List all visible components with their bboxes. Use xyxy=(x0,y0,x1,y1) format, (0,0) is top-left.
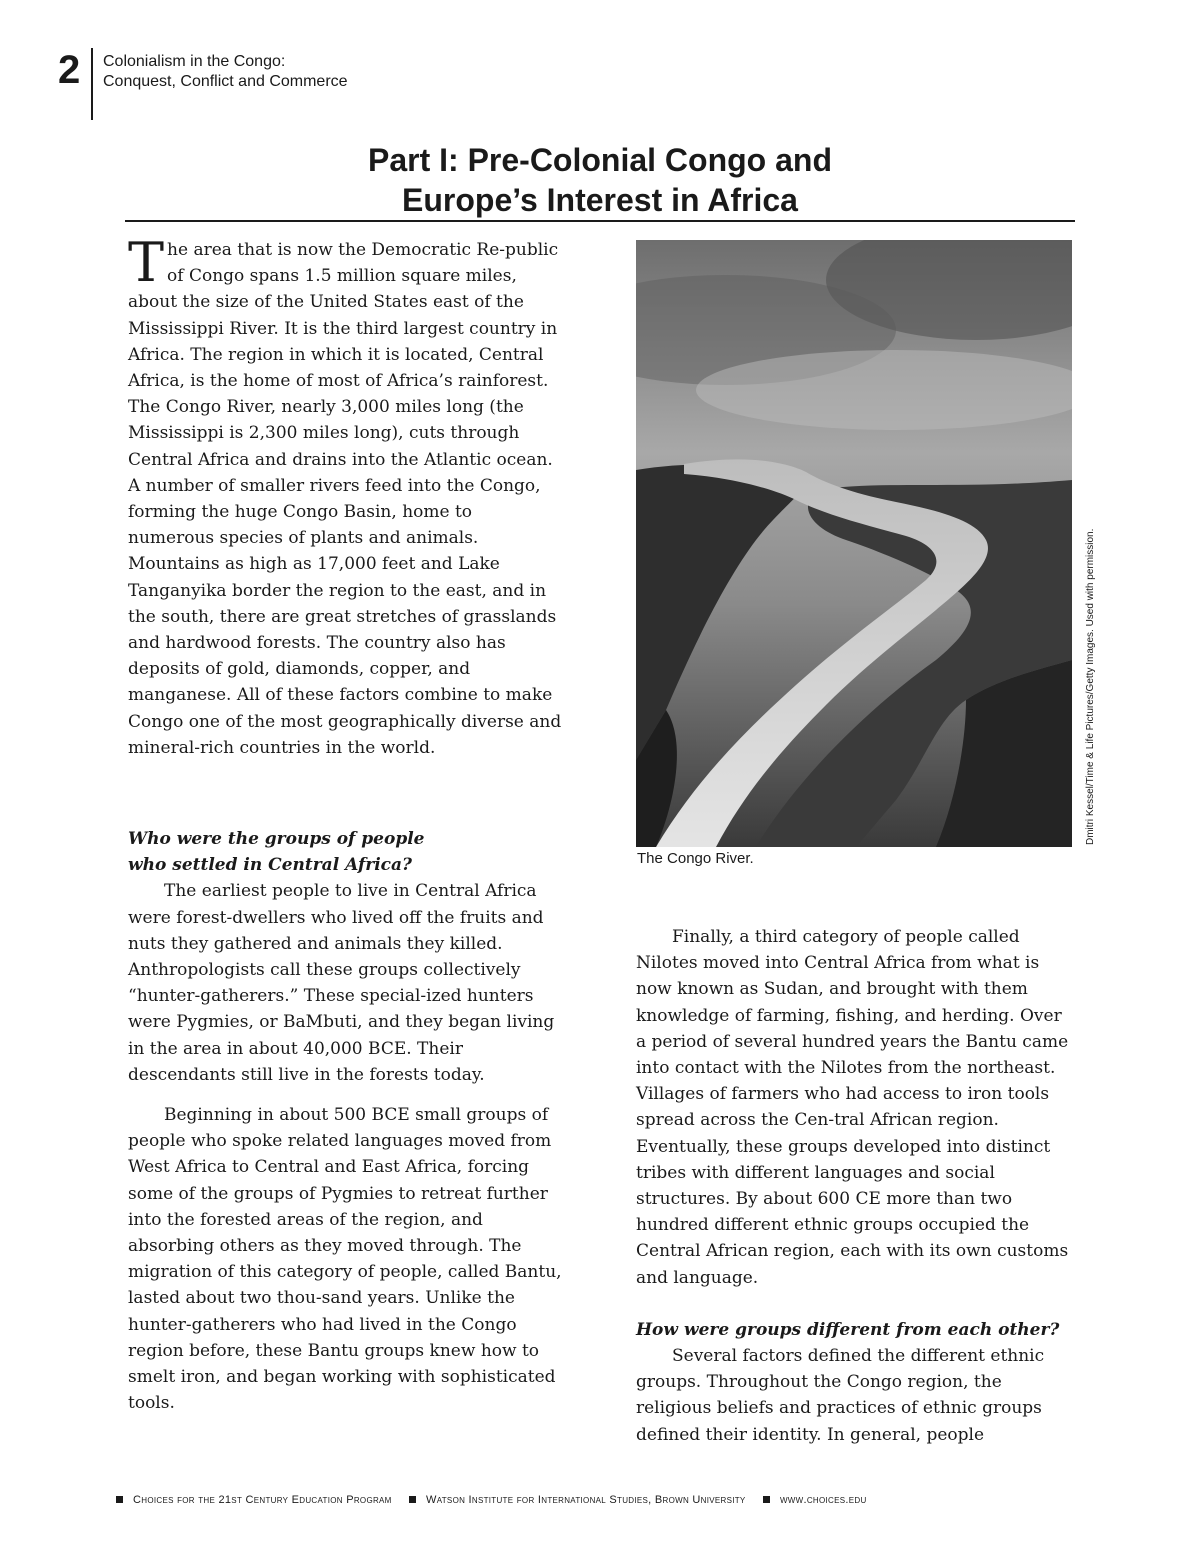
header-divider xyxy=(91,48,93,120)
footer-institute: Watson Institute for International Studies, Brown University xyxy=(426,1494,746,1506)
title-divider xyxy=(125,220,1075,222)
footer-website-link[interactable]: www.choices.edu xyxy=(779,1494,867,1506)
bullet-square-icon xyxy=(116,1496,123,1503)
bullet-square-icon xyxy=(409,1496,416,1503)
right-column xyxy=(636,924,1076,1448)
page-title xyxy=(125,140,1075,220)
intro-column xyxy=(128,231,562,761)
section1-column xyxy=(128,826,562,1416)
running-header-line1: Colonialism in the Congo: xyxy=(103,53,286,70)
running-header xyxy=(103,52,348,92)
footer-program: Choices for the 21st Century Education Program xyxy=(133,1494,392,1506)
bullet-square-icon xyxy=(763,1496,770,1503)
page-number: 2 xyxy=(58,48,81,92)
drop-cap: T xyxy=(128,231,165,294)
intro-paragraph xyxy=(128,231,562,761)
section1-heading-line2: who settled in Central Africa? xyxy=(128,855,413,876)
intro-text: he area that is now the Democratic Re-public of Congo spans 1.5 million square miles, about the size of the United States east of the Mississippi River. It is the third largest country in Africa. The region in which it is located, Central Africa, is the home of most of Africa’s rainforest. The Congo River, nearly 3,000 miles long (the Mississippi is 2,300 miles long), cuts through Central Africa and drains into the Atlantic ocean. A number of smaller rivers feed into the Congo, forming the huge Congo Basin, home to numerous species of plants and animals. Mountains as high as 17,000 feet and Lake Tanganyika border the region to the east, and in the south, there are great stretches of grasslands and hardwood forests. The country also has deposits of gold, diamonds, copper, and manganese. All of these factors combine to make Congo one of the most geographically diverse and mineral-rich countries in the world. xyxy=(128,240,562,758)
section1-paragraph-1: The earliest people to live in Central Africa were forest-dwellers who lived off the fruits and nuts they gathered and animals they killed. Anthropologists call these groups collectively “hunter-gatherers.” These special-ized hunters were Pygmies, or BaMbuti, and they began living in the area in about 40,000 BCE. Their descendants still live in the forests today. xyxy=(128,881,555,1085)
congo-river-photo xyxy=(636,240,1072,847)
photo-credit: Dmitri Kessel/Time & Life Pictures/Getty Images. Used with permission. xyxy=(1085,528,1096,845)
section1-paragraph-3: Finally, a third category of people called Nilotes moved into Central Africa from what is now known as Sudan, and brought with them knowledge of farming, fishing, and herding. Over a period of several hundred years the Bantu came into contact with the Nilotes from the northeast. Villages of farmers who had access to iron tools spread across the Cen-tral African region. Eventually, these groups developed into distinct tribes with different languages and social structures. By about 600 CE more than two hundred different ethnic groups occupied the Central African region, each with its own customs and language. xyxy=(636,927,1069,1288)
page-title-line1: Part I: Pre-Colonial Congo and xyxy=(367,142,832,178)
running-header-line2: Conquest, Conflict and Commerce xyxy=(103,73,348,90)
section2-paragraph-1: Several factors defined the different ethnic groups. Throughout the Congo region, the religious beliefs and practices of ethnic groups defined their identity. In general, people xyxy=(636,1346,1045,1445)
section1-heading xyxy=(128,826,562,878)
section1-heading-line1: Who were the groups of people xyxy=(128,829,425,849)
figure-caption: The Congo River. xyxy=(637,850,754,867)
section1-paragraph-2: Beginning in about 500 BCE small groups of people who spoke related languages moved from West Africa to Central and East Africa, forcing some of the groups of Pygmies to retreat further into the forested areas of the region, and absorbing others as they moved through. The migration of this category of people, called Bantu, lasted about two thou-sand years. Unlike the hunter-gatherers who had lived in the Congo region before, these Bantu groups knew how to smelt iron, and began working with sophisticated tools. xyxy=(128,1105,562,1414)
section2-heading: How were groups different from each other? xyxy=(636,1319,1060,1340)
page-footer xyxy=(116,1494,1076,1506)
page-title-line2: Europe’s Interest in Africa xyxy=(402,182,798,218)
